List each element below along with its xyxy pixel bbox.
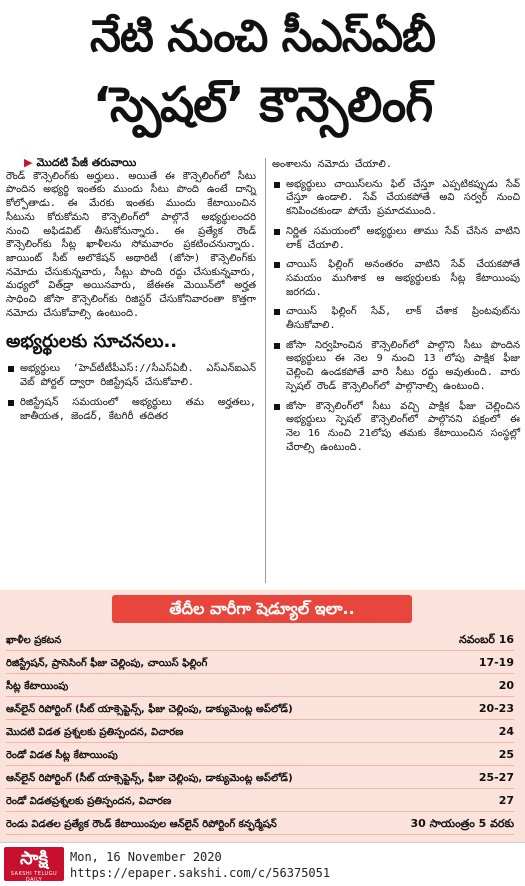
schedule-row [6, 699, 514, 720]
square-bullet-icon [274, 262, 280, 268]
logo-subtext: SAKSHI TELUGU DAILY [10, 871, 58, 883]
square-bullet-icon [274, 343, 280, 349]
schedule-date: 27 [498, 794, 514, 807]
square-bullet-icon [274, 404, 280, 410]
schedule-row [6, 791, 514, 812]
schedule-event: రెండో విడతప్రశ్నలకు ప్రతిస్పందన, విచారణ [6, 796, 172, 807]
article-left-column [6, 156, 256, 429]
edition-date: Mon, 16 November 2020 [70, 850, 222, 864]
instruction-text: చాయిస్ ఫిల్లింగ్ అనంతరం వాటిని సేవ్ చేయకపోతే సమయం ముగిశాక ఆ అభ్యర్థులకు సీట్ల కేటాయింపు జరగదు. [286, 259, 520, 298]
square-bullet-icon [274, 182, 280, 188]
triangle-icon: ▶ [24, 156, 33, 169]
instruction-text: జోసా కౌన్సెలింగ్‌లో సీటు వచ్చి పాక్షిక ఫీజు చెల్లించిన అభ్యర్థులు స్పెషల్ కౌన్సెలింగ్‌లో పాల్గొనని పక్షంలో ఈ నెల 16 నుంచి 21లోపు తమకు కేటాయించిన సంస్థల్లో చేరాల్సి ఉంటుంది. [286, 400, 520, 453]
schedule-row [6, 768, 514, 789]
schedule-row [6, 722, 514, 743]
schedule-event: ఆన్‌లైన్ రిపోర్టింగ్ (సీట్ యాక్సెప్టెన్స్, ఫీజు చెల్లింపు, డాక్యుమెంట్ల అప్‌లోడ్) [6, 704, 293, 715]
schedule-box [0, 590, 525, 842]
instruction-text: నిర్ణిత సమయంలో అభ్యర్థులు తాము సేవ్ చేసిన వాటిని లాక్ చేయాలి. [286, 225, 520, 251]
instruction-text: జోసా నిర్వహించిన కౌన్సెలింగ్‌లో పాల్గొని సీటు పొందిన అభ్యర్థులు ఈ నెల 9 నుంచి 13 లోపు పాక్షిక ఫీజు చెల్లించి ఉండకపోతే వారి సీటు రద్దు అవుతుంది. వారు స్పెషల్ రౌండ్ కౌన్సెలింగ్‌లో పాల్గొనాల్సి ఉంటుంది. [286, 339, 520, 392]
schedule-event: ఖాళీల ప్రకటన [6, 635, 62, 646]
instruction-text: రిజిస్ట్రేషన్ సమయంలో అభ్యర్థులు తమ అర్హతలు, జాతీయత, జెండర్, కేటగిరీ తదితర [20, 396, 256, 422]
schedule-event: రెండు విడతల ప్రత్యేక రౌండ్ కేటాయింపుల ఆన్‌లైన్ రిపోర్టింగ్ కన్ఫర్మేషన్ [6, 819, 277, 830]
schedule-event: రిజిస్ట్రేషన్, ప్రాసెసింగ్ ఫీజు చెల్లింపు, చాయిస్ ఫిల్లింగ్ [6, 658, 208, 669]
instruction-text: అభ్యర్థులు ‘హెచ్‌టీటీపీఎస్://సీఎస్‌ఏబీ. ఎస్‌ఎన్‌ఐఎన్ వెబ్ పోర్టల్ ద్వారా రిజిస్ట్రేషన్ చేసుకోవాలి. [20, 363, 256, 389]
schedule-row [6, 653, 514, 674]
schedule-event: రెండో విడత సీట్ల కేటాయింపు [6, 750, 118, 761]
schedule-date: 24 [498, 725, 514, 738]
logo-text: సాక్షి [20, 848, 48, 869]
headline-line-2: ‘స్పెషల్‌’ కౌన్సెలింగ్‌ [92, 77, 433, 133]
headline-line-1: నేటి నుంచి సీఎస్‌ఏబీ [90, 11, 435, 62]
instruction-item [6, 396, 256, 423]
instruction-item [272, 258, 520, 299]
instruction-item [6, 362, 256, 389]
schedule-row [6, 745, 514, 766]
schedule-row [6, 630, 514, 651]
square-bullet-icon [8, 400, 14, 406]
instruction-item [272, 305, 520, 332]
kicker-text: మొదటి పేజీ తరువాయి [36, 156, 137, 169]
schedule-date: 20-23 [478, 702, 514, 715]
article-right-column [272, 158, 520, 460]
schedule-row [6, 814, 514, 835]
instructions-subhead: అభ్యర్థులకు సూచనలు.. [6, 331, 178, 353]
edition-url[interactable]: https://epaper.sakshi.com/c/56375051 [70, 866, 331, 880]
continuation-kicker [24, 156, 256, 170]
column-divider [265, 158, 266, 583]
schedule-title: తేదీల వారీగా షెడ్యూల్ ఇలా.. [112, 595, 412, 623]
square-bullet-icon [8, 366, 14, 372]
instruction-item [272, 225, 520, 252]
schedule-date: నవంబర్ 16 [458, 633, 514, 646]
schedule-event: మొదటి విడత ప్రశ్నలకు ప్రతిస్పందన, విచారణ [6, 727, 184, 738]
schedule-date: 17-19 [478, 656, 514, 669]
sakshi-logo[interactable] [4, 847, 64, 881]
instruction-text: చాయిస్ ఫిల్లింగ్ సేవ్, లాక్ చేశాక ప్రింటవుట్‌ను తీసుకోవాలి. [286, 306, 520, 332]
schedule-row [6, 676, 514, 697]
epaper-footer [0, 842, 525, 886]
instruction-item [272, 178, 520, 219]
schedule-date: 25 [498, 748, 514, 761]
schedule-event: సీట్ల కేటాయింపు [6, 681, 69, 692]
edition-meta [70, 849, 330, 881]
schedule-date: 25-27 [478, 771, 514, 784]
schedule-date: 30 సాయంత్రం 5 వరకు [410, 817, 514, 830]
schedule-date: 20 [498, 679, 514, 692]
square-bullet-icon [274, 309, 280, 315]
schedule-event: ఆన్‌లైన్ రిపోర్టింగ్ (సీట్ యాక్సెప్టెన్స్, ఫీజు చెల్లింపు, డాక్యుమెంట్ల అప్‌లోడ్) [6, 773, 293, 784]
instruction-item [272, 400, 520, 455]
square-bullet-icon [274, 229, 280, 235]
article-paragraph: అంశాలను నమోదు చేయాలి. [272, 159, 392, 170]
instruction-item [272, 339, 520, 394]
headline [0, 0, 525, 150]
instruction-text: అభ్యర్థులు చాయిస్‌లను ఫిల్ చేస్తూ ఎప్పటికప్పుడు సేవ్ చేస్తూ ఉండాలి. సేవ్ చేయకపోతే అవి సర్వర్ నుంచి కనిపించకుండా పోయే ప్రమాదముంది. [286, 178, 520, 218]
article-paragraph: రౌండ్ కౌన్సెలింగ్‌కు అర్హులు. అయితే ఈ కౌన్సెలింగ్‌లో సీటు పొందిన అభ్యర్థి ఇంతకు ముందు సీటు పొంది ఉంటే దాన్ని కోల్పోతాడు. ఈ మేరకు ఇంతకు ముందు కేటాయించిన సీటును కోరుకోమని కౌన్సెలింగ్‌లో పాల్గొనే అభ్యర్థులందరి నుంచి అఫిడవిట్ తీసుకోనున్నారు. ఈ ప్రత్యేక రౌండ్ కౌన్సెలింగ్‌కు సీట్ల ఖాళీలను సోమవారం ప్రకటించనున్నారు. జాయింట్ సీట్ అలొకేషన్ అథారిటీ (జోసా) కౌన్సెలింగ్‌కు నమోదు చేసుకున్నవారు, సీట్లు పొంది రద్దు చేసుకున్నవారు, మధ్యలో విత్‌డ్రా అయినవారు, జేఈఈ మెయిన్‌లో అర్హత సాధించి జోసా కౌన్సెలింగ్‌కు రిజిస్టర్ చేసుకోనివారంతా కొత్తగా నమోదు చేసుకోవాల్సి ఉంటుంది. [6, 170, 256, 319]
